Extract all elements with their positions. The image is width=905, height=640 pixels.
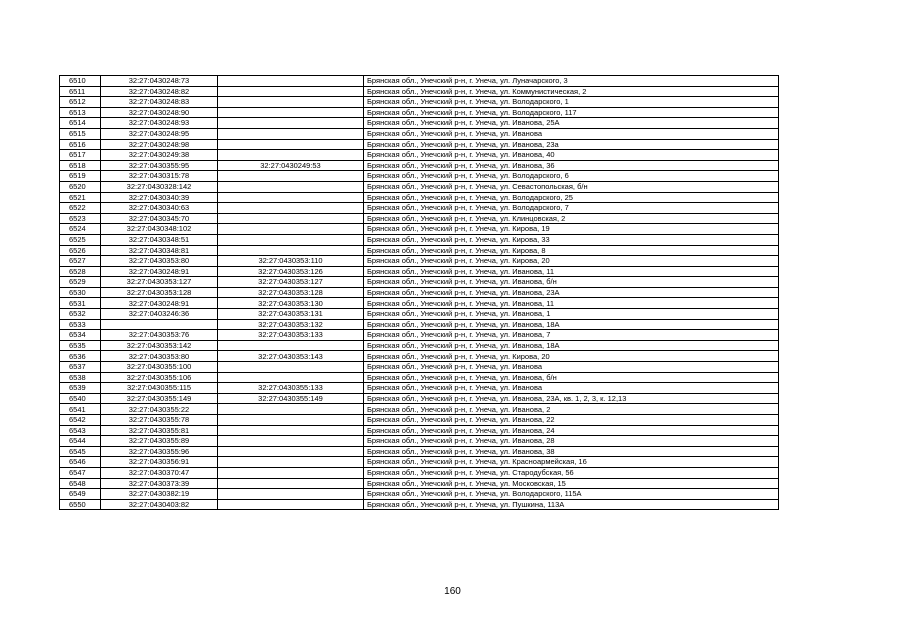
cadastral-number: 32:27:0430348:102 (101, 224, 218, 235)
table-row (60, 128, 779, 139)
row-number: 6538 (60, 372, 101, 383)
table-row (60, 319, 779, 330)
address-cell: Брянская обл., Унечский р-н, г. Унеча, ул. Володарского, 117 (364, 107, 779, 118)
cadastral-number: 32:27:0430248:73 (101, 76, 218, 87)
row-number: 6521 (60, 192, 101, 203)
table-row (60, 266, 779, 277)
row-number: 6515 (60, 128, 101, 139)
row-number: 6539 (60, 383, 101, 394)
cadastral-number: 32:27:0430355:78 (101, 415, 218, 426)
address-cell: Брянская обл., Унечский р-н, г. Унеча, ул. Кирова, 33 (364, 234, 779, 245)
parent-cadastral-number: 32:27:0430353:128 (218, 287, 364, 298)
row-number: 6511 (60, 86, 101, 97)
table-row (60, 118, 779, 129)
table-row (60, 287, 779, 298)
row-number: 6528 (60, 266, 101, 277)
table-row (60, 277, 779, 288)
row-number: 6510 (60, 76, 101, 87)
parent-cadastral-number (218, 171, 364, 182)
address-cell: Брянская обл., Унечский р-н, г. Унеча, ул. Кирова, 20 (364, 351, 779, 362)
address-cell: Брянская обл., Унечский р-н, г. Унеча, ул. Иванова, 40 (364, 150, 779, 161)
address-cell: Брянская обл., Унечский р-н, г. Унеча, ул. Иванова, 18А (364, 319, 779, 330)
cadastral-number: 32:27:0430373:39 (101, 478, 218, 489)
parent-cadastral-number (218, 457, 364, 468)
cadastral-number: 32:27:0430355:106 (101, 372, 218, 383)
address-cell: Брянская обл., Унечский р-н, г. Унеча, ул. Иванова (364, 383, 779, 394)
parent-cadastral-number: 32:27:0430353:110 (218, 256, 364, 267)
address-cell: Брянская обл., Унечский р-н, г. Унеча, ул. Стародубская, 56 (364, 467, 779, 478)
table-row (60, 224, 779, 235)
parent-cadastral-number (218, 118, 364, 129)
address-cell: Брянская обл., Унечский р-н, г. Унеча, ул. Володарского, 6 (364, 171, 779, 182)
table-row (60, 86, 779, 97)
cadastral-number: 32:27:0430355:89 (101, 436, 218, 447)
cadastral-number: 32:27:0430340:39 (101, 192, 218, 203)
parent-cadastral-number: 32:27:0430355:149 (218, 393, 364, 404)
row-number: 6541 (60, 404, 101, 415)
cadastral-number: 32:27:0430328:142 (101, 181, 218, 192)
parent-cadastral-number (218, 478, 364, 489)
parent-cadastral-number (218, 446, 364, 457)
table-row (60, 76, 779, 87)
parent-cadastral-number: 32:27:0430355:133 (218, 383, 364, 394)
row-number: 6548 (60, 478, 101, 489)
table-row (60, 393, 779, 404)
parent-cadastral-number (218, 192, 364, 203)
address-cell: Брянская обл., Унечский р-н, г. Унеча, ул. Кирова, 8 (364, 245, 779, 256)
cadastral-number: 32:27:0430353:127 (101, 277, 218, 288)
table-row (60, 415, 779, 426)
parent-cadastral-number (218, 213, 364, 224)
table-row (60, 499, 779, 510)
row-number: 6543 (60, 425, 101, 436)
cadastral-number: 32:27:0430355:149 (101, 393, 218, 404)
row-number: 6529 (60, 277, 101, 288)
row-number: 6513 (60, 107, 101, 118)
parent-cadastral-number (218, 203, 364, 214)
row-number: 6546 (60, 457, 101, 468)
table-row (60, 372, 779, 383)
table-row (60, 234, 779, 245)
parent-cadastral-number (218, 86, 364, 97)
row-number: 6514 (60, 118, 101, 129)
table-row (60, 362, 779, 373)
address-cell: Брянская обл., Унечский р-н, г. Унеча, ул. Иванова, 38 (364, 446, 779, 457)
cadastral-number: 32:27:0430348:81 (101, 245, 218, 256)
cadastral-number: 32:27:0430355:81 (101, 425, 218, 436)
address-cell: Брянская обл., Унечский р-н, г. Унеча, ул. Иванова, 23А (364, 287, 779, 298)
address-cell: Брянская обл., Унечский р-н, г. Унеча, ул. Луначарского, 3 (364, 76, 779, 87)
table-row (60, 436, 779, 447)
address-cell: Брянская обл., Унечский р-н, г. Унеча, ул. Иванова, 36 (364, 160, 779, 171)
table-row (60, 404, 779, 415)
parent-cadastral-number: 32:27:0430353:130 (218, 298, 364, 309)
table-row (60, 467, 779, 478)
address-cell: Брянская обл., Унечский р-н, г. Унеча, ул. Иванова, 23А, кв. 1, 2, 3, к. 12,13 (364, 393, 779, 404)
parent-cadastral-number (218, 499, 364, 510)
table-row (60, 245, 779, 256)
table-row (60, 139, 779, 150)
address-cell: Брянская обл., Унечский р-н, г. Унеча, ул. Иванова, 25А (364, 118, 779, 129)
address-cell: Брянская обл., Унечский р-н, г. Унеча, ул. Иванова (364, 362, 779, 373)
row-number: 6536 (60, 351, 101, 362)
cadastral-number: 32:27:0430353:76 (101, 330, 218, 341)
cadastral-number: 32:27:0430345:70 (101, 213, 218, 224)
row-number: 6542 (60, 415, 101, 426)
cadastral-number: 32:27:0430248:91 (101, 298, 218, 309)
table-row (60, 181, 779, 192)
row-number: 6545 (60, 446, 101, 457)
cadastral-number: 32:27:0430348:51 (101, 234, 218, 245)
parent-cadastral-number: 32:27:0430353:127 (218, 277, 364, 288)
row-number: 6512 (60, 97, 101, 108)
cadastral-number: 32:27:0430353:80 (101, 256, 218, 267)
address-cell: Брянская обл., Унечский р-н, г. Унеча, ул. Иванова, 2 (364, 404, 779, 415)
cadastral-number: 32:27:0430370:47 (101, 467, 218, 478)
table-row (60, 446, 779, 457)
parent-cadastral-number (218, 489, 364, 500)
table-row (60, 383, 779, 394)
row-number: 6519 (60, 171, 101, 182)
parent-cadastral-number (218, 107, 364, 118)
parent-cadastral-number (218, 181, 364, 192)
cadastral-number: 32:27:0430248:82 (101, 86, 218, 97)
parent-cadastral-number: 32:27:0430249:53 (218, 160, 364, 171)
cadastral-number: 32:27:0430249:38 (101, 150, 218, 161)
table-row (60, 340, 779, 351)
cadastral-number: 32:27:0430353:142 (101, 340, 218, 351)
cadastral-number: 32:27:0430353:128 (101, 287, 218, 298)
parent-cadastral-number (218, 224, 364, 235)
parent-cadastral-number (218, 150, 364, 161)
address-cell: Брянская обл., Унечский р-н, г. Унеча, ул. Володарского, 1 (364, 97, 779, 108)
address-cell: Брянская обл., Унечский р-н, г. Унеча, ул. Иванова, 7 (364, 330, 779, 341)
parent-cadastral-number: 32:27:0430353:133 (218, 330, 364, 341)
table-row (60, 351, 779, 362)
address-cell: Брянская обл., Унечский р-н, г. Унеча, ул. Иванова, 18А (364, 340, 779, 351)
address-cell: Брянская обл., Унечский р-н, г. Унеча, ул. Московская, 15 (364, 478, 779, 489)
parent-cadastral-number (218, 467, 364, 478)
address-cell: Брянская обл., Унечский р-н, г. Унеча, ул. Кирова, 19 (364, 224, 779, 235)
cadastral-number (101, 319, 218, 330)
table-row (60, 160, 779, 171)
address-cell: Брянская обл., Унечский р-н, г. Унеча, ул. Володарского, 115А (364, 489, 779, 500)
parent-cadastral-number (218, 404, 364, 415)
table-row (60, 203, 779, 214)
table-row (60, 478, 779, 489)
parent-cadastral-number (218, 76, 364, 87)
address-cell: Брянская обл., Унечский р-н, г. Унеча, ул. Иванова (364, 128, 779, 139)
row-number: 6522 (60, 203, 101, 214)
table-row (60, 489, 779, 500)
address-cell: Брянская обл., Унечский р-н, г. Унеча, ул. Севастопольская, б/н (364, 181, 779, 192)
address-cell: Брянская обл., Унечский р-н, г. Унеча, ул. Иванова, 11 (364, 266, 779, 277)
row-number: 6517 (60, 150, 101, 161)
parent-cadastral-number: 32:27:0430353:143 (218, 351, 364, 362)
row-number: 6540 (60, 393, 101, 404)
address-cell: Брянская обл., Унечский р-н, г. Унеча, ул. Красноармейская, 16 (364, 457, 779, 468)
row-number: 6525 (60, 234, 101, 245)
address-cell: Брянская обл., Унечский р-н, г. Унеча, ул. Кирова, 20 (364, 256, 779, 267)
row-number: 6533 (60, 319, 101, 330)
address-cell: Брянская обл., Унечский р-н, г. Унеча, ул. Володарского, 7 (364, 203, 779, 214)
parent-cadastral-number: 32:27:0430353:131 (218, 309, 364, 320)
property-table (59, 75, 779, 510)
table-row (60, 150, 779, 161)
address-cell: Брянская обл., Унечский р-н, г. Унеча, ул. Иванова, 1 (364, 309, 779, 320)
row-number: 6516 (60, 139, 101, 150)
cadastral-number: 32:27:0430356:91 (101, 457, 218, 468)
table-row (60, 107, 779, 118)
address-cell: Брянская обл., Унечский р-н, г. Унеча, ул. Пушкина, 113А (364, 499, 779, 510)
cadastral-number: 32:27:0430248:90 (101, 107, 218, 118)
cadastral-number: 32:27:0430355:100 (101, 362, 218, 373)
row-number: 6544 (60, 436, 101, 447)
row-number: 6532 (60, 309, 101, 320)
row-number: 6547 (60, 467, 101, 478)
row-number: 6549 (60, 489, 101, 500)
row-number: 6537 (60, 362, 101, 373)
parent-cadastral-number (218, 436, 364, 447)
parent-cadastral-number (218, 362, 364, 373)
cadastral-number: 32:27:0430355:115 (101, 383, 218, 394)
table-row (60, 425, 779, 436)
parent-cadastral-number: 32:27:0430353:132 (218, 319, 364, 330)
table-row (60, 330, 779, 341)
parent-cadastral-number (218, 234, 364, 245)
address-cell: Брянская обл., Унечский р-н, г. Унеча, ул. Иванова, б/н (364, 372, 779, 383)
row-number: 6524 (60, 224, 101, 235)
cadastral-number: 32:27:0430355:22 (101, 404, 218, 415)
cadastral-number: 32:27:0430248:95 (101, 128, 218, 139)
address-cell: Брянская обл., Унечский р-н, г. Унеча, ул. Иванова, 11 (364, 298, 779, 309)
parent-cadastral-number (218, 372, 364, 383)
cadastral-number: 32:27:0430248:91 (101, 266, 218, 277)
cadastral-number: 32:27:0430315:78 (101, 171, 218, 182)
parent-cadastral-number: 32:27:0430353:126 (218, 266, 364, 277)
cadastral-number: 32:27:0430382:19 (101, 489, 218, 500)
row-number: 6526 (60, 245, 101, 256)
page-number: 160 (444, 586, 461, 597)
parent-cadastral-number (218, 415, 364, 426)
cadastral-number: 32:27:0430403:82 (101, 499, 218, 510)
row-number: 6535 (60, 340, 101, 351)
table-row (60, 298, 779, 309)
parent-cadastral-number (218, 425, 364, 436)
table-row (60, 192, 779, 203)
row-number: 6534 (60, 330, 101, 341)
table-row (60, 309, 779, 320)
address-cell: Брянская обл., Унечский р-н, г. Унеча, ул. Иванова, б/н (364, 277, 779, 288)
address-cell: Брянская обл., Унечский р-н, г. Унеча, ул. Иванова, 23а (364, 139, 779, 150)
address-cell: Брянская обл., Унечский р-н, г. Унеча, ул. Клинцовская, 2 (364, 213, 779, 224)
row-number: 6527 (60, 256, 101, 267)
address-cell: Брянская обл., Унечский р-н, г. Унеча, ул. Иванова, 24 (364, 425, 779, 436)
parent-cadastral-number (218, 128, 364, 139)
parent-cadastral-number (218, 97, 364, 108)
address-cell: Брянская обл., Унечский р-н, г. Унеча, ул. Коммунистическая, 2 (364, 86, 779, 97)
cadastral-number: 32:27:0430248:83 (101, 97, 218, 108)
row-number: 6530 (60, 287, 101, 298)
cadastral-number: 32:27:0430248:93 (101, 118, 218, 129)
row-number: 6523 (60, 213, 101, 224)
table-row (60, 97, 779, 108)
address-cell: Брянская обл., Унечский р-н, г. Унеча, ул. Иванова, 22 (364, 415, 779, 426)
table-row (60, 457, 779, 468)
cadastral-number: 32:27:0403246:36 (101, 309, 218, 320)
row-number: 6531 (60, 298, 101, 309)
table-row (60, 213, 779, 224)
cadastral-number: 32:27:0430355:96 (101, 446, 218, 457)
cadastral-number: 32:27:0430353:80 (101, 351, 218, 362)
cadastral-number: 32:27:0430340:63 (101, 203, 218, 214)
parent-cadastral-number (218, 340, 364, 351)
cadastral-number: 32:27:0430355:95 (101, 160, 218, 171)
row-number: 6518 (60, 160, 101, 171)
address-cell: Брянская обл., Унечский р-н, г. Унеча, ул. Володарского, 25 (364, 192, 779, 203)
cadastral-number: 32:27:0430248:98 (101, 139, 218, 150)
parent-cadastral-number (218, 139, 364, 150)
table-row (60, 256, 779, 267)
address-cell: Брянская обл., Унечский р-н, г. Унеча, ул. Иванова, 28 (364, 436, 779, 447)
row-number: 6550 (60, 499, 101, 510)
parent-cadastral-number (218, 245, 364, 256)
row-number: 6520 (60, 181, 101, 192)
table-row (60, 171, 779, 182)
